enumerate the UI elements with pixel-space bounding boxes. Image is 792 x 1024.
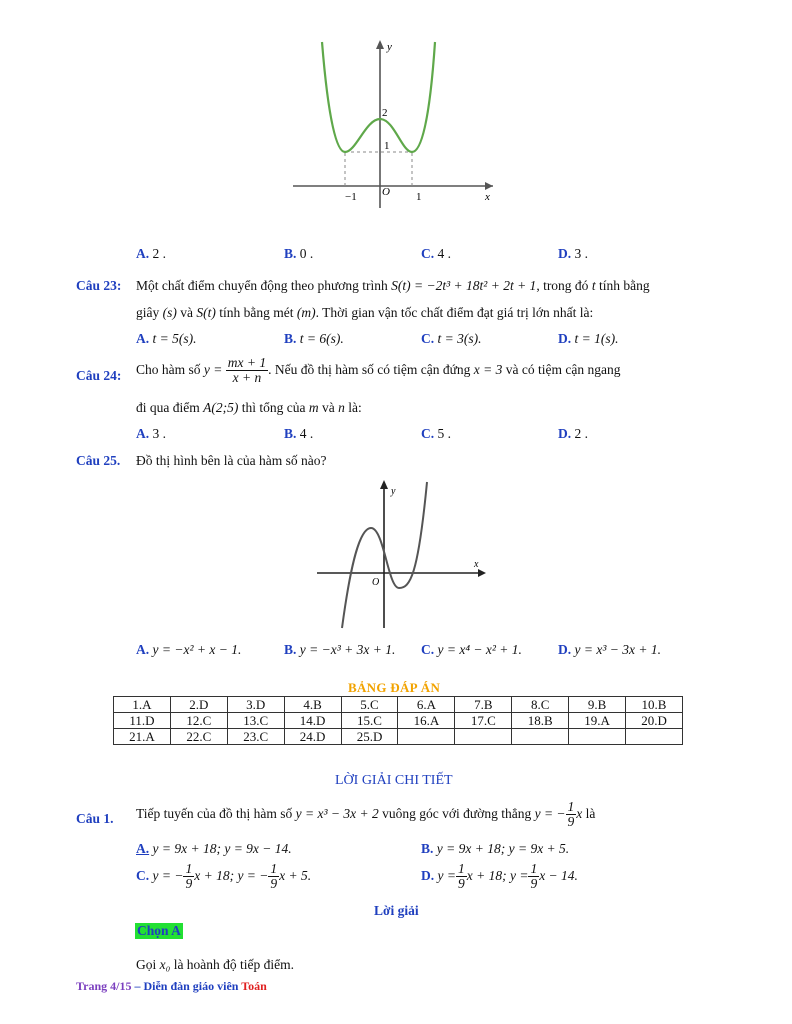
- table-cell: 25.D: [341, 729, 398, 745]
- q25-option-c[interactable]: C. y = x⁴ − x² + 1.: [421, 642, 522, 657]
- solution-title: LỜI GIẢI CHI TIẾT: [335, 773, 453, 788]
- q24-number: Câu 24:: [76, 368, 122, 383]
- q22-option-d[interactable]: D. 3 .: [558, 246, 588, 261]
- sol-q1-number: Câu 1.: [76, 811, 114, 826]
- answer-table: [113, 696, 683, 745]
- table-cell: [398, 729, 455, 745]
- sol-q1-option-a[interactable]: A. y = 9x + 18; y = 9x − 14.: [136, 841, 292, 856]
- chon-answer-badge: Chọn A: [137, 923, 181, 938]
- table-row: [114, 729, 683, 745]
- table-cell: 2.D: [170, 697, 227, 713]
- q23-option-a[interactable]: A. t = 5(s).: [136, 331, 197, 346]
- q25-text: Đồ thị hình bên là của hàm số nào?: [136, 453, 327, 468]
- table-row: [114, 713, 683, 729]
- y-axis-arrow: [380, 480, 388, 489]
- table-cell: 7.B: [455, 697, 512, 713]
- quartic-curve: [322, 42, 435, 152]
- q23-number: Câu 23:: [76, 278, 122, 293]
- q23-line1: Một chất điểm chuyển động theo phương trình S(t) = −2t³ + 18t² + 2t + 1, trong đó t tính bằng: [136, 278, 650, 293]
- footer-page: Trang 4/15: [76, 979, 132, 993]
- y-label: y: [391, 486, 396, 497]
- table-cell: 4.B: [284, 697, 341, 713]
- q25-option-a[interactable]: A. y = −x² + x − 1.: [136, 642, 242, 657]
- footer-subject: Toán: [241, 979, 267, 993]
- sol-q1-option-b[interactable]: B. y = 9x + 18; y = 9x + 5.: [421, 841, 570, 856]
- q25-option-d[interactable]: D. y = x³ − 3x + 1.: [558, 642, 661, 657]
- q23-option-b[interactable]: B. t = 6(s).: [284, 331, 344, 346]
- x-axis-arrow: [478, 569, 486, 577]
- q25-number: Câu 25.: [76, 453, 121, 468]
- q22-option-a[interactable]: A. 2 .: [136, 246, 166, 261]
- table-row: [114, 697, 683, 713]
- origin: O: [372, 577, 380, 588]
- sol-q1-option-d[interactable]: D. y = $\frac{1}{9}$ x + 18; y = $\frac{1}{9}$ x − 14.: [421, 861, 578, 891]
- x-axis-arrow: [485, 182, 493, 190]
- table-cell: [569, 729, 626, 745]
- tick-2: 2: [382, 107, 388, 119]
- table-cell: 6.A: [398, 697, 455, 713]
- table-cell: 20.D: [626, 713, 683, 729]
- table-cell: 18.B: [512, 713, 569, 729]
- y-label: y: [387, 41, 392, 53]
- q24-line2: đi qua điểm A(2;5) thì tổng của m và n là:: [136, 400, 362, 415]
- table-cell: 15.C: [341, 713, 398, 729]
- page-footer: Trang 4/15 – Diễn đàn giáo viên Toán: [76, 979, 267, 993]
- table-cell: 21.A: [114, 729, 171, 745]
- table-cell: 17.C: [455, 713, 512, 729]
- table-cell: 8.C: [512, 697, 569, 713]
- table-cell: 22.C: [170, 729, 227, 745]
- table-cell: 5.C: [341, 697, 398, 713]
- table-cell: 11.D: [114, 713, 171, 729]
- table-cell: 13.C: [227, 713, 284, 729]
- q24-option-a[interactable]: A. 3 .: [136, 426, 166, 441]
- origin: O: [382, 186, 390, 198]
- graph-cubic: [314, 476, 490, 630]
- footer-forum: Diễn đàn giáo viên: [143, 979, 242, 993]
- q23-line2: giây (s) và S(t) tính bằng mét (m). Thời gian vận tốc chất điểm đạt giá trị lớn nhất là:: [136, 305, 594, 320]
- table-cell: 14.D: [284, 713, 341, 729]
- q23-formula: S(t) = −2t³ + 18t² + 2t + 1: [391, 278, 537, 293]
- x-label: x: [474, 559, 479, 570]
- table-cell: 24.D: [284, 729, 341, 745]
- tick-minus1: −1: [345, 191, 357, 203]
- table-cell: 10.B: [626, 697, 683, 713]
- sol-q1-step: Gọi x₀ là hoành độ tiếp điểm.: [136, 957, 295, 972]
- answer-table-title: BẢNG ĐÁP ÁN: [348, 680, 441, 695]
- table-cell: 12.C: [170, 713, 227, 729]
- tick-1: 1: [384, 140, 390, 152]
- sol-q1-option-c[interactable]: C. y = − $\frac{1}{9}$ x + 18; y = − $\frac{1}{9}$ x + 5.: [136, 861, 312, 891]
- q24-option-b[interactable]: B. 4 .: [284, 426, 314, 441]
- table-cell: 3.D: [227, 697, 284, 713]
- q22-option-c[interactable]: C. 4 .: [421, 246, 451, 261]
- table-cell: 1.A: [114, 697, 171, 713]
- table-cell: 16.A: [398, 713, 455, 729]
- q23-option-d[interactable]: D. t = 1(s).: [558, 331, 619, 346]
- graph-quartic: [288, 36, 498, 216]
- table-cell: 19.A: [569, 713, 626, 729]
- q24-line1: Cho hàm số y = $\frac{mx + 1}{x + n}$ . Nếu đồ thị hàm số có tiệm cận đứng x = 3 và có tiệm cận ngang: [136, 355, 621, 385]
- q24-option-c[interactable]: C. 5 .: [421, 426, 451, 441]
- q22-option-b[interactable]: B. 0 .: [284, 246, 314, 261]
- sol-q1-text: Tiếp tuyến của đồ thị hàm số y = x³ − 3x + 2 vuông góc với đường thẳng y = − $\frac{1}{9}$ x là: [136, 799, 596, 829]
- table-cell: [455, 729, 512, 745]
- x-label: x: [485, 191, 490, 203]
- y-axis-arrow: [376, 40, 384, 49]
- q25-option-b[interactable]: B. y = −x³ + 3x + 1.: [284, 642, 396, 657]
- table-cell: 23.C: [227, 729, 284, 745]
- table-cell: [512, 729, 569, 745]
- q24-option-d[interactable]: D. 2 .: [558, 426, 588, 441]
- table-cell: [626, 729, 683, 745]
- loi-giai-heading: Lời giải: [374, 903, 419, 918]
- q23-option-c[interactable]: C. t = 3(s).: [421, 331, 482, 346]
- q24-fraction: $\frac{mx + 1}{x + n}$: [227, 355, 267, 385]
- tick-x1: 1: [416, 191, 422, 203]
- table-cell: 9.B: [569, 697, 626, 713]
